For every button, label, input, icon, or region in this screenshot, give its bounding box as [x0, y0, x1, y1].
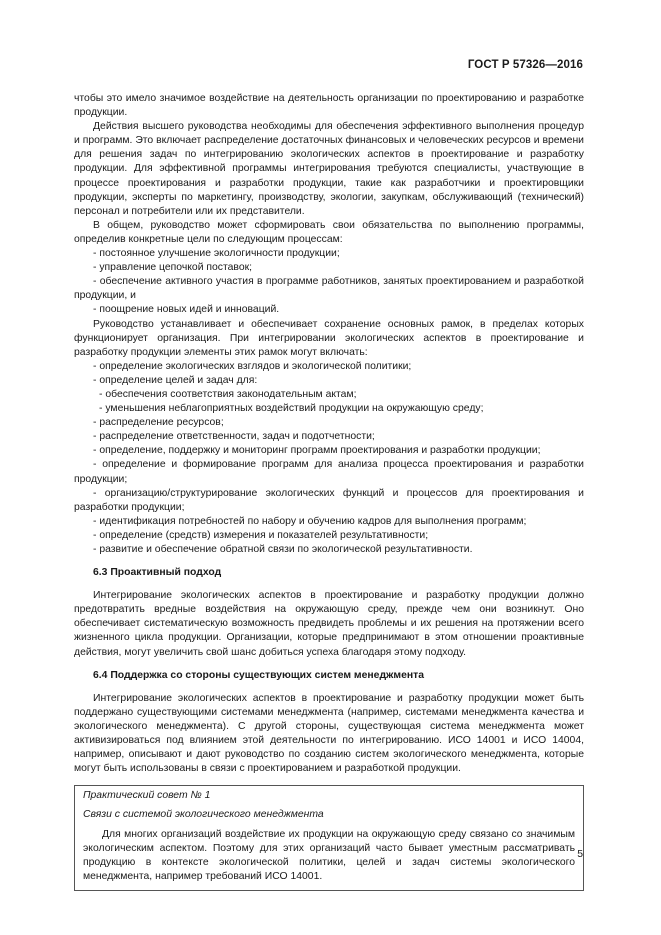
- list-item: - поощрение новых идей и инноваций.: [93, 304, 280, 316]
- list-item: - управление цепочкой поставок;: [93, 262, 253, 274]
- list-item: - развитие и обеспечение обратной связи по экологической результативности.: [93, 544, 473, 555]
- list-item: - идентификация потребностей по набору и обучению кадров для выполнения программ;: [93, 515, 527, 527]
- sub-list-item: - обеспечения соответствия законодательным актам;: [99, 388, 357, 400]
- list-item: - организацию/структурирование экологических функций и процессов для проектирования и разработки продукции;: [74, 487, 584, 513]
- list-item: - постоянное улучшение экологичности продукции;: [93, 248, 340, 260]
- section-text-6-4: Интегрирование экологических аспектов в проектирование и разработку продукции может быть поддержано существующими системами менеджмента (например, системами менеджмента качества и экологического менеджмента). С другой стороны, существующая система менеджмента может активизироваться под влиянием этой деятельности по интегрированию. ИСО 14001 и ИСО 14004, например, описывают и дают руководство по созданию систем экологического менеджмента, которые могут быть использованы в связи с проектированием и разработкой продукции.: [74, 692, 584, 775]
- list-item: - определение (средств) измерения и показателей результативности;: [93, 529, 429, 541]
- section-title-6-3: 6.3 Проактивный подход: [93, 567, 222, 579]
- paragraph-commitments: В общем, руководство может сформировать свои обязательства по выполнению программы, определив конкретные цели по следующим процессам:: [74, 219, 584, 245]
- list-item: - определение и формирование программ для анализа процесса проектирования и разработки продукции;: [74, 459, 584, 485]
- advice-label: Практический совет № 1: [83, 790, 211, 802]
- advice-text: Для многих организаций воздействие их продукции на окружающую среду связано со значимым экологическим аспектом. Поэтому для этих организаций часто бывает уместным рассматривать продукцию в контексте экологической политики, целей и задач системы экологического менеджмента, например требований ИСО 14001.: [83, 828, 575, 882]
- list-item: - определение целей и задач для:: [93, 374, 258, 386]
- list-item: - распределение ответственности, задач и подотчетности;: [93, 431, 375, 443]
- list-item: - распределение ресурсов;: [93, 417, 224, 429]
- standard-header: ГОСТ Р 57326—2016: [467, 59, 583, 71]
- list-item: - определение экологических взглядов и экологической политики;: [93, 360, 412, 372]
- section-text-6-3: Интегрирование экологических аспектов в проектирование и разработку продукции должно предотвратить вредные воздействия на окружающую среду, прежде чем они возникнут. Оно обеспечивает систематическую возможность предвидеть проблемы и их решения на протяжении всего жизненного цикла продукции. Организации, которые предпринимают в этом отношении проактивные действия, могут увеличить свой шанс добиться успеха благодаря этому подходу.: [74, 590, 584, 658]
- paragraph-management: Действия высшего руководства необходимы для обеспечения эффективного выполнения процедур и программ. Это включает распределение достаточных финансовых и человеческих ресурсов и времени для решения задач по интегрированию экологических аспектов в проектирование и разработку продукции. Для эффективной программы интегрирования требуются специалисты, участвующие в процессе проектирования и разработки продукции, такие как разработчики и проектировщики продукции, эксперты по маркетингу, производству, экологии, закупкам, обслуживающий (технический) персонал и потребители или их представители.: [74, 121, 584, 217]
- sub-list-item: - уменьшения неблагоприятных воздействий продукции на окружающую среду;: [99, 403, 484, 415]
- list-item: - определение, поддержку и мониторинг программ проектирования и разработки продукции;: [93, 445, 541, 457]
- advice-subtitle: Связи с системой экологического менеджмента: [83, 809, 324, 821]
- paragraph-framework: Руководство устанавливает и обеспечивает сохранение основных рамок, в пределах которых функционирует организация. При интегрировании экологических аспектов в проектирование и разработку продукции элементы этих рамок могут включать:: [74, 318, 584, 358]
- list-item: - обеспечение активного участия в программе работников, занятых проектированием и разработкой продукции, и: [74, 276, 584, 302]
- page-number: 5: [577, 849, 583, 860]
- section-title-6-4: 6.4 Поддержка со стороны существующих систем менеджмента: [93, 669, 425, 681]
- practical-advice-box: [74, 785, 584, 891]
- page-content: [74, 92, 584, 891]
- paragraph-intro: чтобы это имело значимое воздействие на деятельность организации по проектированию и разработке продукции.: [74, 93, 584, 119]
